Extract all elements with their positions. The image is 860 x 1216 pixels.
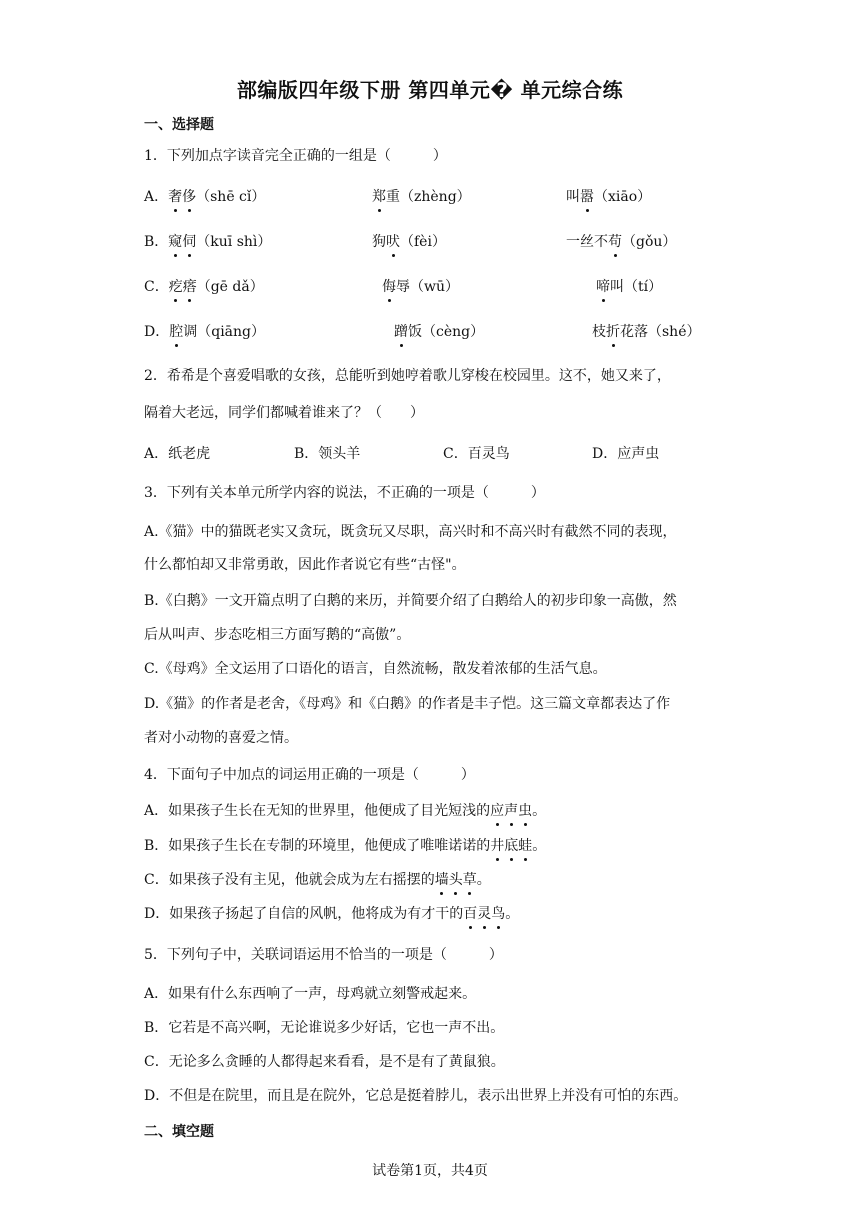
question-4-option (144, 904, 519, 924)
question-1-option-dotted-text: 蹭 (394, 324, 408, 340)
question-3-line: 者对小动物的喜爱之情。 (144, 730, 298, 746)
question-3-line: A.《猫》中的猫既老实又贪玩，既贪玩又尽职，高兴时和不高兴时有截然不同的表现， (144, 524, 677, 540)
question-4-option-dotted-text: 应声虫 (490, 803, 533, 819)
question-1-option-item (144, 187, 265, 207)
question-1-option-suffix: （fèi） (400, 234, 446, 250)
question-1-option-item (372, 187, 471, 207)
question-1-option-suffix: （kuī shì） (196, 234, 272, 250)
question-4-option-suffix: 。 (532, 803, 547, 819)
question-1-stem: 1．下列加点字读音完全正确的一组是（ ） (144, 148, 447, 164)
question-1-option-prefix: B． (144, 234, 169, 250)
question-4-stem: 4．下面句子中加点的词运用正确的一项是（ ） (144, 767, 475, 783)
question-1-option-dotted-text: 窥伺 (168, 234, 197, 250)
question-1-option-item (144, 277, 264, 297)
question-3-line: 什么都怕却又非常勇敢，因此作者说它有些“古怪"。 (144, 557, 466, 573)
question-1-option-suffix: 辱（wū） (396, 279, 459, 295)
question-1-option-prefix: 一丝不 (566, 234, 608, 250)
page-title: 部编版四年级下册 第四单元� 单元综合练 (236, 78, 624, 102)
question-4-option-suffix: 。 (505, 906, 520, 922)
question-1-option-dotted-text: 侮 (382, 279, 396, 295)
question-5-option-c: C．无论多么贪睡的人都得起来看看，是不是有了黄鼠狼。 (144, 1054, 505, 1070)
question-4-option-dotted-text: 井底蛙 (490, 838, 533, 854)
question-4-option (144, 836, 546, 856)
question-1-option-item (394, 322, 484, 342)
question-1-option-suffix: （shē cǐ） (196, 189, 266, 205)
question-3-line: 后从叫声、步态吃相三方面写鹅的“高傲”。 (144, 627, 411, 643)
question-2-option-a: A．纸老虎 (144, 446, 211, 462)
question-4-option-prefix: D．如果孩子扬起了自信的风帆，他将成为有才干的 (144, 906, 464, 922)
question-1-option-item (566, 187, 651, 207)
question-3-stem: 3．下列有关本单元所学内容的说法，不正确的一项是（ ） (144, 485, 545, 501)
question-4-option-dotted-text: 百灵鸟 (463, 906, 506, 922)
question-2-option-c: C．百灵鸟 (443, 446, 510, 462)
question-1-option-dotted-text: 吠 (386, 234, 400, 250)
question-1-option-item (592, 322, 701, 342)
question-1-option-item (596, 277, 662, 297)
page-footer: 试卷第1页，共4页 (372, 1163, 488, 1179)
question-2-line-1: 2．希希是个喜爱唱歌的女孩，总能听到她哼着歌儿穿梭在校园里。这不，她又来了， (144, 368, 671, 384)
section-heading-choice: 一、选择题 (144, 117, 214, 133)
question-4-option (144, 870, 491, 890)
question-1-option-dotted-text: 郑 (372, 189, 386, 205)
question-5-option-a: A．如果有什么东西响了一声，母鸡就立刻警戒起来。 (144, 986, 477, 1002)
question-1-option-prefix: 枝 (592, 324, 606, 340)
question-1-option-suffix: （xiāo） (594, 189, 652, 205)
question-4-option-suffix: 。 (532, 838, 547, 854)
question-1-option-item (372, 232, 446, 252)
question-1-option-dotted-text: 啼 (596, 279, 610, 295)
question-4-option-prefix: C．如果孩子没有主见，他就会成为左右摇摆的 (144, 872, 435, 888)
question-4-option-dotted-text: 墙头草 (434, 872, 477, 888)
question-1-option-dotted-text: 嚣 (580, 189, 594, 205)
question-1-option-dotted-text: 腔 (169, 324, 184, 340)
question-1-option-suffix: 重（zhèng） (386, 189, 471, 205)
question-1-option-suffix: （gē dǎ） (196, 279, 264, 295)
question-3-line: C.《母鸡》全文运用了口语化的语言，自然流畅，散发着浓郁的生活气息。 (144, 661, 607, 677)
question-1-option-item (144, 322, 265, 342)
question-4-option (144, 801, 546, 821)
question-1-option-dotted-text: 疙瘩 (168, 279, 197, 295)
question-1-option-dotted-text: 折 (606, 324, 620, 340)
question-1-option-prefix: D． (144, 324, 170, 340)
question-4-option-prefix: A．如果孩子生长在无知的世界里，他便成了目光短浅的 (144, 803, 491, 819)
question-1-option-item (566, 232, 676, 252)
question-1-option-prefix: A． (144, 189, 169, 205)
question-2-option-d: D．应声虫 (592, 446, 660, 462)
question-1-option-item (382, 277, 459, 297)
question-1-option-suffix: 叫（tí） (610, 279, 663, 295)
question-1-option-dotted-text: 奢侈 (168, 189, 197, 205)
question-1-option-suffix: （gǒu） (622, 234, 677, 250)
question-1-option-suffix: 饭（cèng） (408, 324, 485, 340)
question-4-option-suffix: 。 (476, 872, 491, 888)
question-5-option-b: B．它若是不高兴啊，无论谁说多少好话，它也一声不出。 (144, 1020, 505, 1036)
question-3-line: B.《白鹅》一文开篇点明了白鹅的来历，并简要介绍了白鹅给人的初步印象一高傲，然 (144, 593, 677, 609)
question-4-option-prefix: B．如果孩子生长在专制的环境里，他便成了唯唯诺诺的 (144, 838, 491, 854)
question-1-option-prefix: C． (144, 279, 169, 295)
question-1-option-prefix: 狗 (372, 234, 386, 250)
section-heading-fill-in: 二、填空题 (144, 1124, 214, 1140)
question-1-option-item (144, 232, 271, 252)
question-1-option-dotted-text: 苟 (608, 234, 622, 250)
question-5-stem: 5．下列句子中，关联词语运用不恰当的一项是（ ） (144, 947, 503, 963)
question-5-option-d: D．不但是在院里，而且是在院外，它总是挺着脖儿，表示出世界上并没有可怕的东西。 (144, 1088, 688, 1104)
question-1-option-suffix: 调（qiāng） (183, 324, 265, 340)
question-3-line: D.《猫》的作者是老舍，《母鸡》和《白鹅》的作者是丰子恺。这三篇文章都表达了作 (144, 696, 671, 712)
question-1-option-prefix: 叫 (566, 189, 580, 205)
question-1-option-suffix: 花落（shé） (620, 324, 701, 340)
question-2-option-b: B．领头羊 (294, 446, 361, 462)
question-2-line-2: 隔着大老远，同学们都喊着谁来了？（ ） (144, 405, 424, 421)
